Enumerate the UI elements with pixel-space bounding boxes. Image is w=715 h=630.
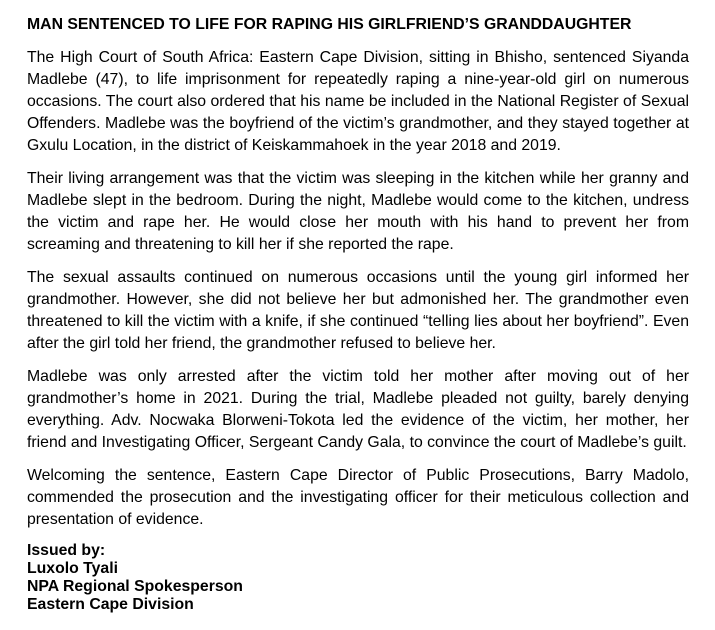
paragraph-arrest-trial: Madlebe was only arrested after the victim told her mother after moving out of her grandmother’s home in 2021. During the trial, Madlebe pleaded not guilty, barely denying everything. Adv. Nocwaka Blorweni-Tokota led the evidence of the victim, her mother, her friend and Investigating Officer, Sergeant Candy Gala, to convince the court of Madlebe’s guilt. [27,368,689,451]
issued-by-block [27,542,689,614]
paragraph-living-arrangement: Their living arrangement was that the victim was sleeping in the kitchen while her granny and Madlebe slept in the bedroom. During the night, Madlebe would come to the kitchen, undress the victim and rape her. He would close her mouth with his hand to prevent her from screaming and threatening to kill her if she reported the rape. [27,170,689,253]
paragraph-welcoming: Welcoming the sentence, Eastern Cape Director of Public Prosecutions, Barry Madolo, commended the prosecution and the investigating officer for their meticulous collection and presentation of evidence. [27,467,689,528]
issuer-title: NPA Regional Spokesperson [27,578,243,595]
paragraph-sentence: The High Court of South Africa: Eastern Cape Division, sitting in Bhisho, sentenced Siyanda Madlebe (47), to life imprisonment for repeatedly raping a nine-year-old girl on numerous occasions. The court also ordered that his name be included in the National Register of Sexual Offenders. Madlebe was the boyfriend of the victim’s grandmother, and they stayed together at Gxulu Location, in the district of Keiskammahoek in the year 2018 and 2019. [27,49,689,154]
paragraph-assaults: The sexual assaults continued on numerous occasions until the young girl informed her grandmother. However, she did not believe her but admonished her. The grandmother even threatened to kill the victim with a knife, if she continued “telling lies about her boyfriend”. Even after the girl told her friend, the grandmother refused to believe her. [27,269,689,352]
issued-by-label: Issued by: [27,542,106,559]
headline: MAN SENTENCED TO LIFE FOR RAPING HIS GIRLFRIEND’S GRANDDAUGHTER [27,16,632,33]
issuer-division: Eastern Cape Division [27,596,194,613]
issuer-name: Luxolo Tyali [27,560,118,577]
